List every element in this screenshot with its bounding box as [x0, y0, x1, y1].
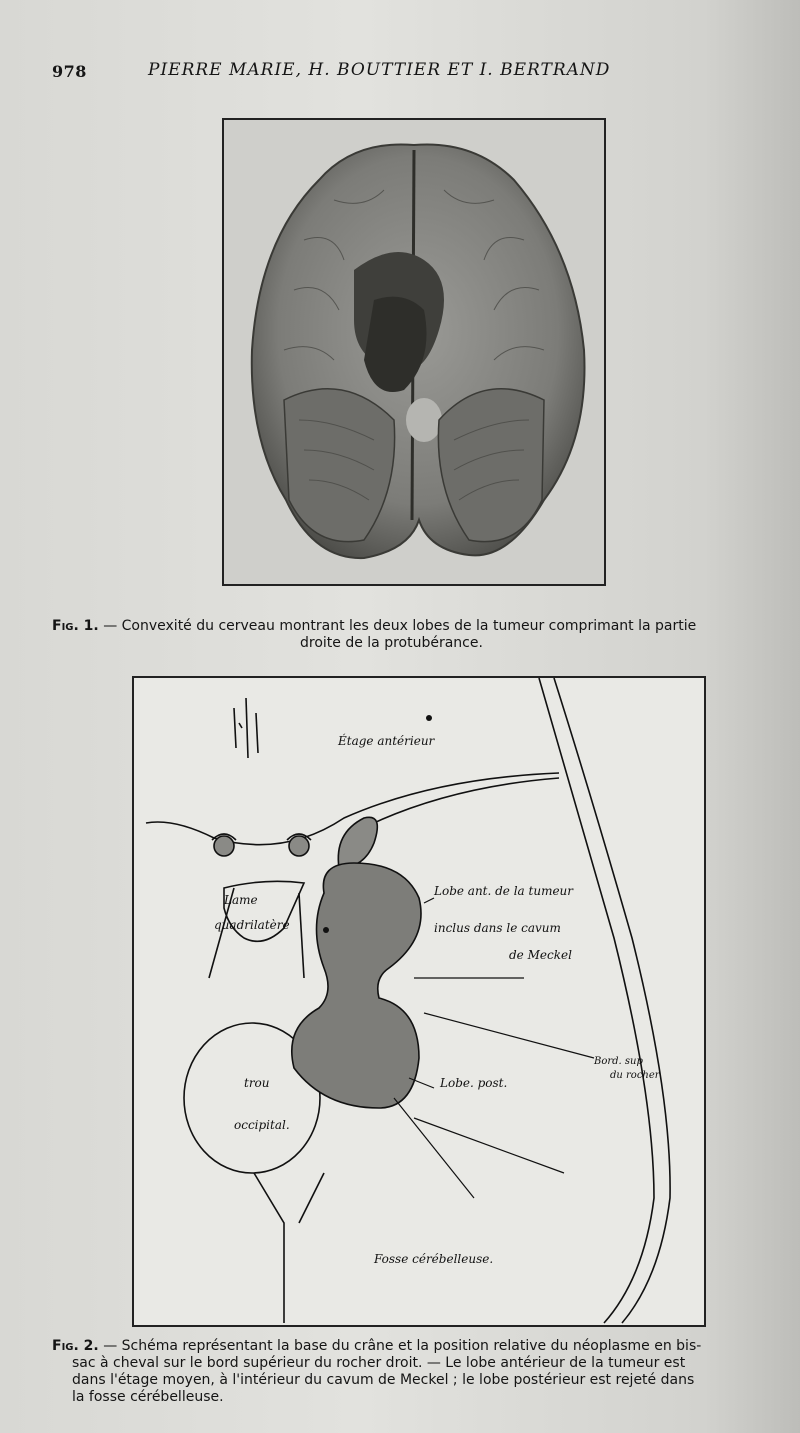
figure-2-diagram — [132, 676, 706, 1327]
label-fosse: Fosse cérébelleuse. — [374, 1252, 494, 1266]
figure-2-caption-line2: sac à cheval sur le bord supérieur du rocher droit. — Le lobe antérieur de la tumeur est — [72, 1355, 686, 1371]
figure-2-caption-line4: la fosse cérébelleuse. — [72, 1389, 224, 1405]
figure-1-caption — [52, 618, 782, 652]
petrous-ridge-inner — [554, 678, 670, 1323]
figure-1-photo — [222, 118, 606, 586]
label-meckel: de Meckel — [509, 948, 572, 962]
label-etage-anterieur: Étage antérieur — [338, 734, 435, 748]
figure-2-caption-line3: dans l'étage moyen, à l'intérieur du cavum de Meckel ; le lobe postérieur est rejeté dans — [72, 1372, 695, 1388]
skull-base-schematic — [134, 678, 704, 1325]
page-header — [0, 58, 800, 88]
label-occipital: occipital. — [234, 1118, 290, 1132]
label-lobe-ant: Lobe ant. de la tumeur — [434, 884, 574, 898]
label-inclus: inclus dans le cavum — [434, 921, 561, 935]
label-quadrilatere: quadrilatère — [214, 918, 290, 932]
figure-1-label: Fig. 1. — [52, 618, 99, 634]
label-lobe-post: Lobe. post. — [440, 1076, 508, 1090]
figure-2-caption — [52, 1338, 772, 1406]
figure-2-label: Fig. 2. — [52, 1338, 99, 1354]
running-title: PIERRE MARIE, H. BOUTTIER ET I. BERTRAND — [148, 60, 611, 80]
label-lame: Lame — [224, 893, 258, 907]
figure-1-caption-line2: droite de la protubérance. — [300, 635, 483, 651]
figure-1-caption-line1: — Convexité du cerveau montrant les deux lobes de la tumeur comprimant la partie — [98, 618, 697, 634]
page-number: 978 — [52, 62, 87, 81]
label-du-rocher: du rocher — [610, 1070, 660, 1081]
petrous-ridge-outer — [539, 678, 654, 1323]
label-trou: trou — [244, 1076, 270, 1090]
tumour-anterior-lobe — [292, 863, 421, 1108]
brain-photo-illustration — [224, 120, 604, 584]
figure-2-caption-line1: — Schéma représentant la base du crâne et la position relative du néoplasme en bis- — [98, 1338, 702, 1354]
label-bord-sup: Bord. sup — [594, 1056, 643, 1067]
